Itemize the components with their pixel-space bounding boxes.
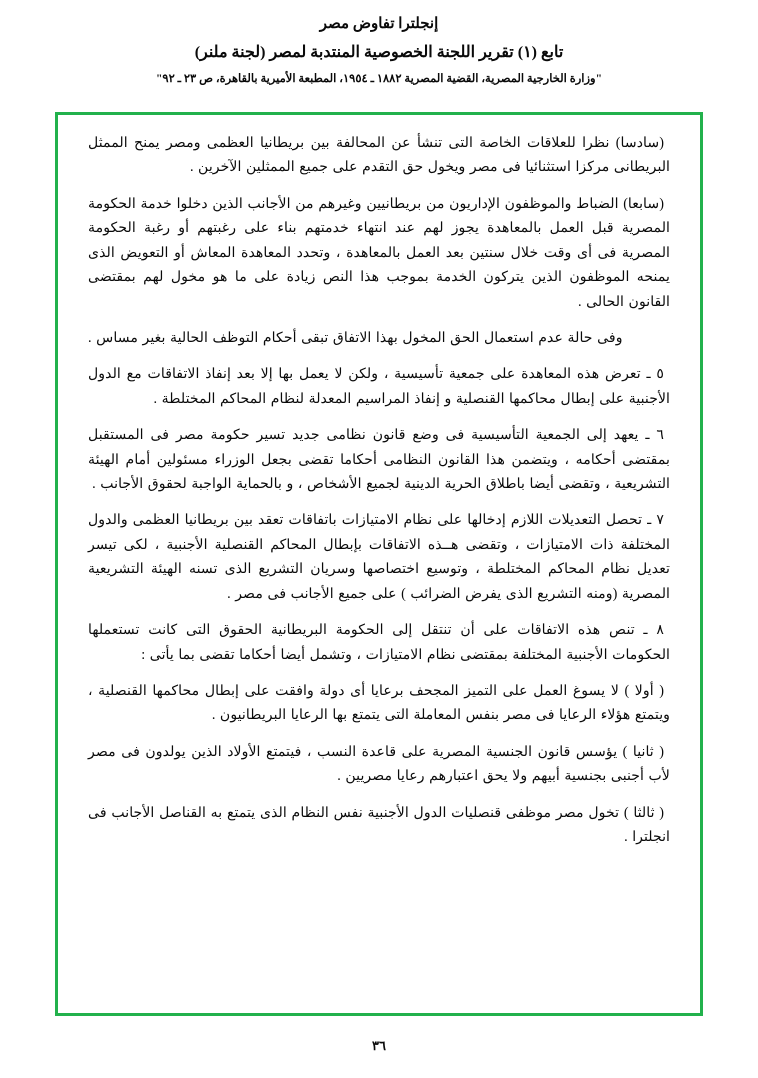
paragraph-rights-unused: وفى حالة عدم استعمال الحق المخول بهذا الاتفاق تبقى أحكام التوظف الحالية بغير مساس .	[88, 329, 623, 346]
paragraph-clause-third: ( ثالثا ) تخول مصر موظفى قنصليات الدول الأجنبية نفس النظام الذى يتمتع به القناصل الأجانب فى انجلترا .	[88, 804, 670, 846]
content-frame-border	[55, 112, 703, 1016]
paragraph-item-5: ٥ ـ تعرض هذه المعاهدة على جمعية تأسيسية ، ولكن لا يعمل بها إلا بعد إنفاذ الاتفاقات مع الدول الأجنبية على إبطال محاكمها القنصلية و إنفاذ المراسيم المعدلة لنظام المحاكم المختلطة .	[88, 366, 670, 407]
paragraph-seventh: (سابعا) الضباط والموظفون الإداريون من بريطانيين وغيرهم من الأجانب الذين دخلوا خدمة الحكومة المصرية قبل العمل بالمعاهدة يجوز لهم عند انتهاء خدمتهم بناء على رغبتهم أو رغبة الحكومة المصرية فى أى وقت خلال سنتين بعد العمل بالمعاهدة ، وتحدد المعاهدة المعاش أو التعويض الذى يمنحه الموظفون الذين يتركون الخدمة بموجب هذا النص زيادة على ما هو مخول لهم بمقتضى القانون الحالى .	[88, 195, 670, 310]
page-number: ٣٦	[372, 1038, 386, 1053]
paragraph-item-6: ٦ ـ يعهد إلى الجمعية التأسيسية فى وضع قانون نظامى جديد تسير حكومة مصر فى المستقبل بمقتضى أحكامه ، ويتضمن هذا القانون النظامى أحكاما تقضى بجعل الوزراء مسئولين أمام الهيئة التشريعية ، وتقضى أيضا باطلاق الحرية الدينية لجميع الأشخاص ، و بالحماية الواجبة لحقوق الأجانب .	[88, 427, 670, 493]
paragraph-sixth: (سادسا) نظرا للعلاقات الخاصة التى تنشأ عن المحالفة بين بريطانيا العظمى ومصر يمنح الممثل البريطانى مركزا استثنائيا فى مصر ويخول حق التقدم على جميع الممثلين الآخرين .	[88, 135, 670, 176]
content-body	[58, 115, 700, 1013]
header-title-main: إنجلترا تفاوض مصر	[319, 16, 439, 32]
paragraph-item-8: ٨ ـ تنص هذه الاتفاقات على أن تنتقل إلى الحكومة البريطانية الحقوق التى كانت تستعملها الحكومات الأجنبية المختلفة بمقتضى نظام الامتيازات ، وتشمل أيضا أحكاما تقضى بما يأتى :	[88, 622, 670, 663]
header-subtitle: تابع (١) تقرير اللجنة الخصوصية المنتدبة لمصر (لجنة ملنر)	[194, 44, 564, 61]
paragraph-clause-first: ( أولا ) لا يسوغ العمل على التميز المجحف برعايا أى دولة وافقت على إبطال محاكمها القنصلية ، ويتمتع هؤلاء الرعايا فى مصر بنفس المعاملة التى يتمتع بها الرعايا البريطانيون .	[88, 683, 670, 724]
paragraph-item-7: ٧ ـ تحصل التعديلات اللازم إدخالها على نظام الامتيازات باتفاقات تعقد بين بريطانيا العظمى والدول المختلفة ذات الامتيازات ، وتقضى هــذه الاتفاقات بإبطال المحاكم القنصلية الأجنبية ، لكى تيسر تعديل نظام المحاكم المختلطة ، وتوسيع اختصاصها وسريان التشريع الذى تسنه الهيئة التشريعية المصرية (ومنه التشريع الذى يفرض الضرائب ) على جميع الأجانب فى مصر .	[88, 512, 670, 602]
header-source-citation: "وزارة الخارجية المصرية، القضية المصرية ١٨٨٢ ـ ١٩٥٤، المطبعة الأميرية بالقاهرة، ص ٢٣ ـ ٩٢"	[156, 73, 602, 85]
page-header	[0, 0, 758, 85]
paragraph-clause-second: ( ثانيا ) يؤسس قانون الجنسية المصرية على قاعدة النسب ، فيتمتع الأولاد الذين يولدون فى مصر لأب أجنبى بجنسية أبيهم ولا يحق اعتبارهم رعايا مصريين .	[88, 743, 670, 785]
